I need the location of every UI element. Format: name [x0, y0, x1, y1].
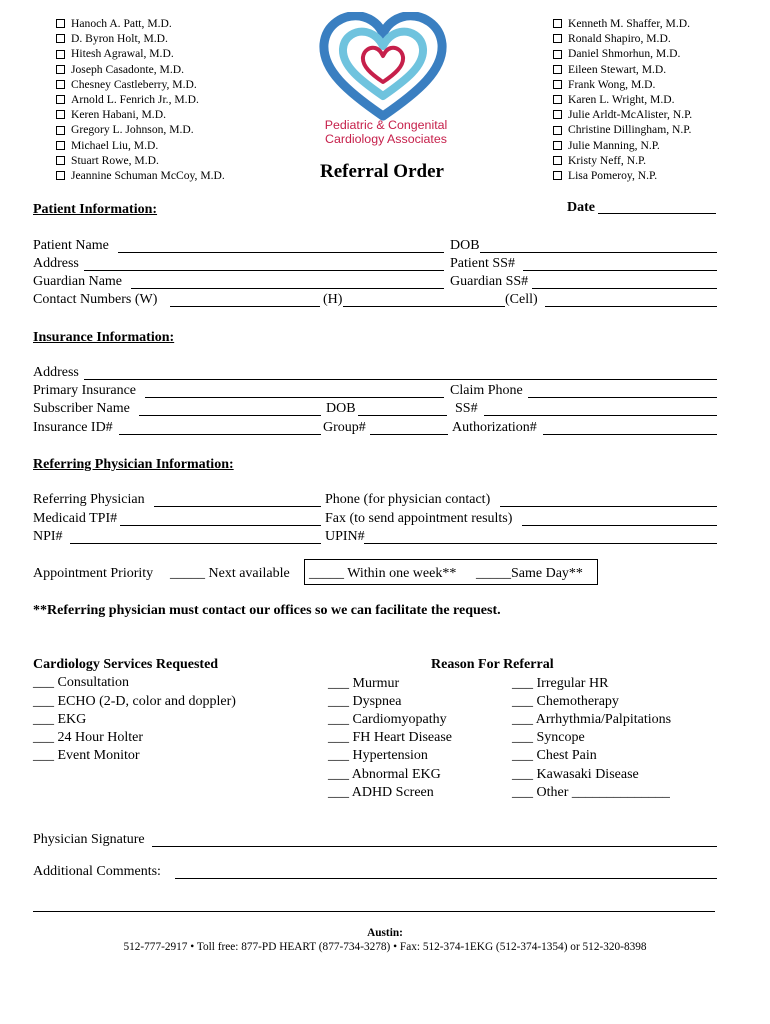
doctor-list-right [553, 16, 692, 183]
doctor-name: Michael Liu, M.D. [71, 138, 159, 152]
services-heading: Cardiology Services Requested [33, 657, 219, 672]
service-item[interactable]: ___ EKG [33, 712, 87, 727]
doctor-name: Christine Dillingham, N.P. [568, 123, 692, 137]
reason-item[interactable]: ___ Abnormal EKG [328, 767, 441, 782]
medicaid-label: Medicaid TPI# [33, 511, 118, 526]
doctor-item[interactable] [553, 122, 692, 137]
subscriber-ss-field[interactable] [484, 415, 717, 416]
appointment-priority-label: Appointment Priority [33, 566, 154, 581]
referring-heading: Referring Physician Information: [33, 457, 234, 472]
address-label: Address [33, 256, 79, 271]
doctor-item[interactable] [553, 16, 692, 31]
doctor-name: Hanoch A. Patt, M.D. [71, 17, 172, 30]
doctor-name: Julie Manning, N.P. [568, 138, 660, 152]
reason-item[interactable]: ___ Syncope [512, 730, 585, 745]
contact-label: Contact Numbers (W) [33, 292, 158, 307]
checkbox[interactable] [553, 50, 562, 59]
work-phone-field[interactable] [170, 306, 320, 307]
reason-item[interactable]: ___ Kawasaki Disease [512, 767, 639, 782]
doctor-item[interactable] [553, 168, 692, 183]
date-field[interactable] [598, 213, 716, 214]
same-day-option[interactable]: _____Same Day** [476, 566, 583, 581]
subscriber-ss-label: SS# [455, 401, 478, 416]
doctor-name: Karen L. Wright, M.D. [568, 93, 675, 107]
doctor-item[interactable] [56, 138, 225, 153]
guardian-name-field[interactable] [131, 288, 444, 289]
checkbox[interactable] [553, 80, 562, 89]
fax-field[interactable] [522, 525, 717, 526]
cell-phone-field[interactable] [545, 306, 717, 307]
doctor-name: Stuart Rowe, M.D. [71, 153, 159, 167]
dob-field[interactable] [480, 252, 717, 253]
checkbox[interactable] [553, 141, 562, 150]
physician-phone-field[interactable] [500, 506, 717, 507]
doctor-name: Hitesh Agrawal, M.D. [71, 47, 174, 61]
group-label: Group# [323, 420, 366, 435]
service-item[interactable]: ___ Event Monitor [33, 748, 140, 763]
doctor-item[interactable] [553, 62, 692, 77]
doctor-name: Ronald Shapiro, M.D. [568, 32, 671, 46]
logo-text [301, 118, 471, 146]
doctor-name: Joseph Casadonte, M.D. [71, 62, 185, 76]
reason-item[interactable]: ___ ADHD Screen [328, 785, 434, 800]
checkbox[interactable] [553, 171, 562, 180]
service-item[interactable]: ___ 24 Hour Holter [33, 730, 144, 745]
group-field[interactable] [370, 434, 448, 435]
fax-label: Fax (to send appointment results) [325, 511, 513, 526]
checkbox[interactable] [553, 95, 562, 104]
doctor-item[interactable] [56, 62, 225, 77]
comments-label: Additional Comments: [33, 864, 161, 879]
doctor-list-left [56, 16, 225, 183]
guardian-ss-label: Guardian SS# [450, 274, 529, 289]
next-available-option[interactable]: _____ Next available [170, 566, 290, 581]
logo-line-1: Pediatric & Congenital [324, 118, 448, 132]
checkbox[interactable] [553, 34, 562, 43]
insurance-address-field[interactable] [84, 379, 717, 380]
doctor-name: Keren Habani, M.D. [71, 108, 166, 122]
upin-field[interactable] [364, 543, 717, 544]
checkbox[interactable] [56, 95, 65, 104]
doctor-name: Gregory L. Johnson, M.D. [71, 123, 194, 137]
doctor-name: Eileen Stewart, M.D. [568, 62, 667, 76]
reason-item[interactable]: ___ Cardiomyopathy [328, 712, 447, 727]
doctor-name: Lisa Pomeroy, N.P. [568, 169, 658, 183]
heart-logo-icon [318, 12, 448, 122]
doctor-item[interactable] [56, 46, 225, 61]
checkbox[interactable] [56, 34, 65, 43]
doctor-name: Chesney Castleberry, M.D. [71, 77, 197, 91]
comments-field-2[interactable] [33, 911, 715, 912]
doctor-name: Frank Wong, M.D. [568, 77, 656, 91]
npi-label: NPI# [33, 529, 63, 544]
doctor-item[interactable] [553, 153, 692, 168]
subscriber-field[interactable] [139, 415, 321, 416]
checkbox[interactable] [56, 80, 65, 89]
doctor-name: Jeannine Schuman McCoy, M.D. [71, 169, 225, 183]
logo-line-2: Cardiology Associates [325, 132, 447, 146]
patient-heading: Patient Information: [33, 202, 158, 217]
claim-phone-field[interactable] [528, 397, 717, 398]
npi-field[interactable] [70, 543, 321, 544]
doctor-item[interactable] [56, 92, 225, 107]
doctor-item[interactable] [56, 168, 225, 183]
reason-item[interactable]: ___ Irregular HR [512, 676, 609, 691]
authorization-field[interactable] [543, 434, 717, 435]
checkbox[interactable] [56, 156, 65, 165]
checkbox[interactable] [56, 171, 65, 180]
checkbox[interactable] [56, 141, 65, 150]
patient-name-field[interactable] [118, 252, 444, 253]
doctor-item[interactable] [56, 16, 225, 31]
checkbox[interactable] [553, 126, 562, 135]
doctor-name: Kristy Neff, N.P. [568, 153, 647, 167]
primary-insurance-field[interactable] [145, 397, 444, 398]
referring-physician-label: Referring Physician [33, 492, 145, 507]
claim-phone-label: Claim Phone [450, 383, 523, 398]
cell-phone-label: (Cell) [505, 292, 538, 307]
doctor-name: Julie Arldt-McAlister, N.P. [568, 108, 693, 122]
guardian-name-label: Guardian Name [33, 274, 123, 289]
checkbox[interactable] [56, 50, 65, 59]
comments-field-1[interactable] [175, 878, 717, 879]
subscriber-dob-label: DOB [326, 401, 356, 416]
page-title: Referral Order [320, 161, 444, 182]
doctor-item[interactable] [553, 107, 692, 122]
patient-ss-label: Patient SS# [450, 256, 515, 271]
doctor-item[interactable] [56, 31, 225, 46]
insurance-address-label: Address [33, 365, 79, 380]
primary-insurance-label: Primary Insurance [33, 383, 137, 398]
medicaid-field[interactable] [120, 525, 321, 526]
signature-label: Physician Signature [33, 832, 145, 847]
guardian-ss-field[interactable] [532, 288, 717, 289]
reason-item[interactable]: ___ Chemotherapy [512, 694, 619, 709]
insurance-id-label: Insurance ID# [33, 420, 113, 435]
checkbox[interactable] [553, 110, 562, 119]
doctor-name: Arnold L. Fenrich Jr., M.D. [71, 93, 199, 107]
home-phone-field[interactable] [343, 306, 505, 307]
address-field[interactable] [84, 270, 444, 271]
reason-item[interactable]: ___ Hypertension [328, 748, 428, 763]
checkbox[interactable] [56, 19, 65, 28]
reason-item[interactable]: ___ FH Heart Disease [328, 730, 453, 745]
doctor-item[interactable] [553, 92, 692, 107]
reason-item[interactable]: ___ Arrhythmia/Palpitations [512, 712, 672, 727]
reason-item[interactable]: ___ Murmur [328, 676, 400, 691]
reason-item[interactable]: ___ Dyspnea [328, 694, 402, 709]
checkbox[interactable] [56, 65, 65, 74]
upin-label: UPIN# [325, 529, 365, 544]
physician-phone-label: Phone (for physician contact) [325, 492, 491, 507]
service-item[interactable]: ___ Consultation [33, 675, 130, 690]
date-label: Date [567, 200, 595, 215]
within-week-option[interactable]: _____ Within one week** [309, 566, 457, 581]
doctor-name: D. Byron Holt, M.D. [71, 32, 168, 46]
patient-name-label: Patient Name [33, 238, 109, 253]
checkbox[interactable] [553, 156, 562, 165]
subscriber-label: Subscriber Name [33, 401, 130, 416]
reason-item[interactable]: ___ Chest Pain [512, 748, 597, 763]
referring-physician-field[interactable] [154, 506, 321, 507]
checkbox[interactable] [56, 126, 65, 135]
reasons-heading: Reason For Referral [431, 657, 554, 672]
service-item[interactable]: ___ ECHO (2-D, color and doppler) [33, 694, 236, 709]
doctor-item[interactable] [56, 153, 225, 168]
doctor-item[interactable] [553, 77, 692, 92]
insurance-id-field[interactable] [119, 434, 321, 435]
footer-city: Austin: [367, 927, 403, 939]
footer-phones: 512-777-2917 • Toll free: 877-PD HEART (877-734-3278) • Fax: 512-374-1EKG (512-374-1354) or 512-320-8398 [123, 941, 647, 953]
checkbox[interactable] [553, 65, 562, 74]
dob-label: DOB [450, 238, 480, 253]
checkbox[interactable] [56, 110, 65, 119]
doctor-name: Kenneth M. Shaffer, M.D. [568, 17, 691, 30]
checkbox[interactable] [553, 19, 562, 28]
doctor-item[interactable] [56, 77, 225, 92]
reason-item[interactable]: ___ Other ______________ [512, 785, 670, 800]
patient-ss-field[interactable] [523, 270, 717, 271]
doctor-item[interactable] [56, 122, 225, 137]
doctor-item[interactable] [553, 138, 692, 153]
doctor-item[interactable] [56, 107, 225, 122]
insurance-heading: Insurance Information: [33, 330, 175, 345]
doctor-name: Daniel Shmorhun, M.D. [568, 47, 681, 61]
home-phone-label: (H) [323, 292, 343, 307]
authorization-label: Authorization# [452, 420, 537, 435]
doctor-item[interactable] [553, 31, 692, 46]
signature-field[interactable] [152, 846, 717, 847]
notice-text: **Referring physician must contact our offices so we can facilitate the request. [33, 603, 501, 618]
subscriber-dob-field[interactable] [358, 415, 447, 416]
doctor-item[interactable] [553, 46, 692, 61]
